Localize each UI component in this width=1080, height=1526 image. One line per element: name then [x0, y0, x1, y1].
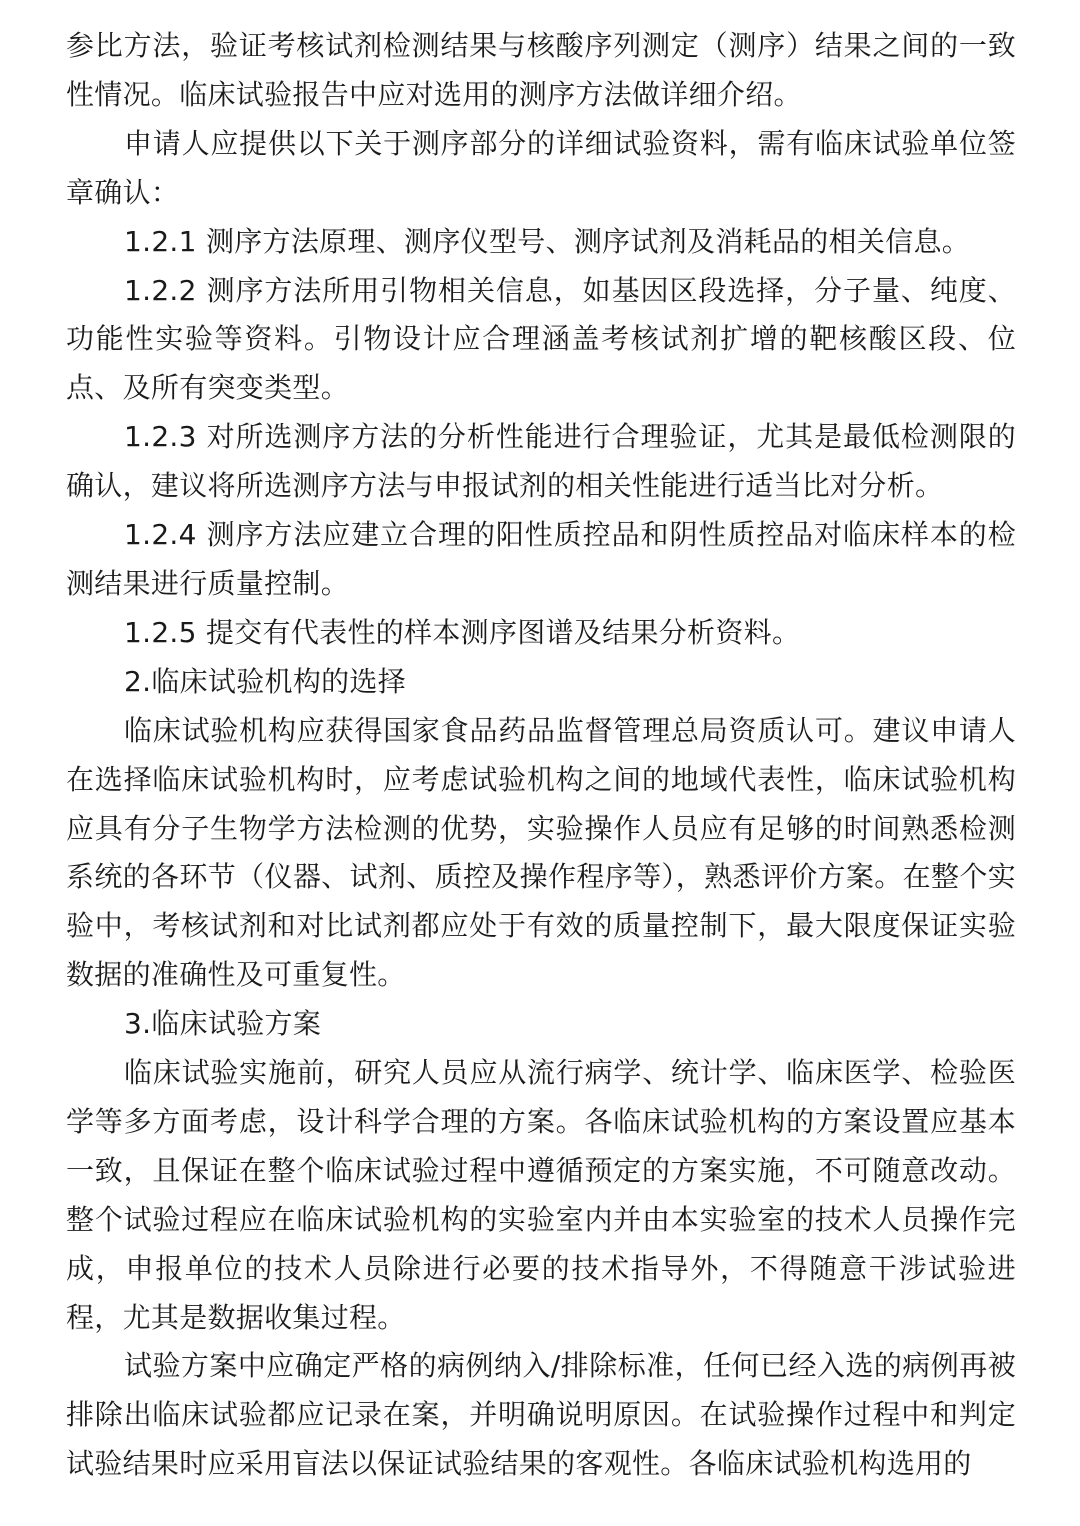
paragraph-1-2-4: 1.2.4 测序方法应建立合理的阳性质控品和阴性质控品对临床样本的检测结果进行质量控制。 [66, 518, 1016, 600]
document-page [66, 22, 1016, 1489]
paragraph-intro: 参比方法，验证考核试剂检测结果与核酸序列测定（测序）结果之间的一致性情况。临床试验报告中应对选用的测序方法做详细介绍。 [66, 29, 1016, 111]
section-heading-3: 3.临床试验方案 [124, 1007, 322, 1041]
paragraph-1-2-5: 1.2.5 提交有代表性的样本测序图谱及结果分析资料。 [124, 615, 801, 649]
paragraph-trial-plan: 临床试验实施前，研究人员应从流行病学、统计学、临床医学、检验医学等多方面考虑，设计科学合理的方案。各临床试验机构的方案设置应基本一致，且保证在整个临床试验过程中遵循预定的方案实施，不可随意改动。整个试验过程应在临床试验机构的实验室内并由本实验室的技术人员操作完成，申报单位的技术人员除进行必要的技术指导外，不得随意干涉试验进程，尤其是数据收集过程。 [66, 1056, 1016, 1334]
paragraph-1-2-3: 1.2.3 对所选测序方法的分析性能进行合理验证，尤其是最低检测限的确认，建议将所选测序方法与申报试剂的相关性能进行适当比对分析。 [66, 420, 1016, 503]
paragraph-inclusion-criteria: 试验方案中应确定严格的病例纳入/排除标准，任何已经入选的病例再被排除出临床试验都应记录在案，并明确说明原因。在试验操作过程中和判定试验结果时应采用盲法以保证试验结果的客观性。各临床试验机构选用的 [66, 1349, 1016, 1481]
paragraph-1-2-2: 1.2.2 测序方法所用引物相关信息，如基因区段选择，分子量、纯度、功能性实验等资料。引物设计应合理涵盖考核试剂扩增的靶核酸区段、位点、及所有突变类型。 [66, 273, 1016, 405]
paragraph-1-2-1: 1.2.1 测序方法原理、测序仪型号、测序试剂及消耗品的相关信息。 [124, 224, 971, 258]
paragraph-institution-selection: 临床试验机构应获得国家食品药品监督管理总局资质认可。建议申请人在选择临床试验机构时，应考虑试验机构之间的地域代表性，临床试验机构应具有分子生物学方法检测的优势，实验操作人员应有足够的时间熟悉检测系统的各环节（仪器、试剂、质控及操作程序等），熟悉评价方案。在整个实验中，考核试剂和对比试剂都应处于有效的质量控制下，最大限度保证实验数据的准确性及可重复性。 [66, 713, 1016, 992]
section-heading-2: 2.临床试验机构的选择 [124, 664, 407, 698]
paragraph-applicant-data: 申请人应提供以下关于测序部分的详细试验资料，需有临床试验单位签章确认： [66, 126, 1016, 209]
